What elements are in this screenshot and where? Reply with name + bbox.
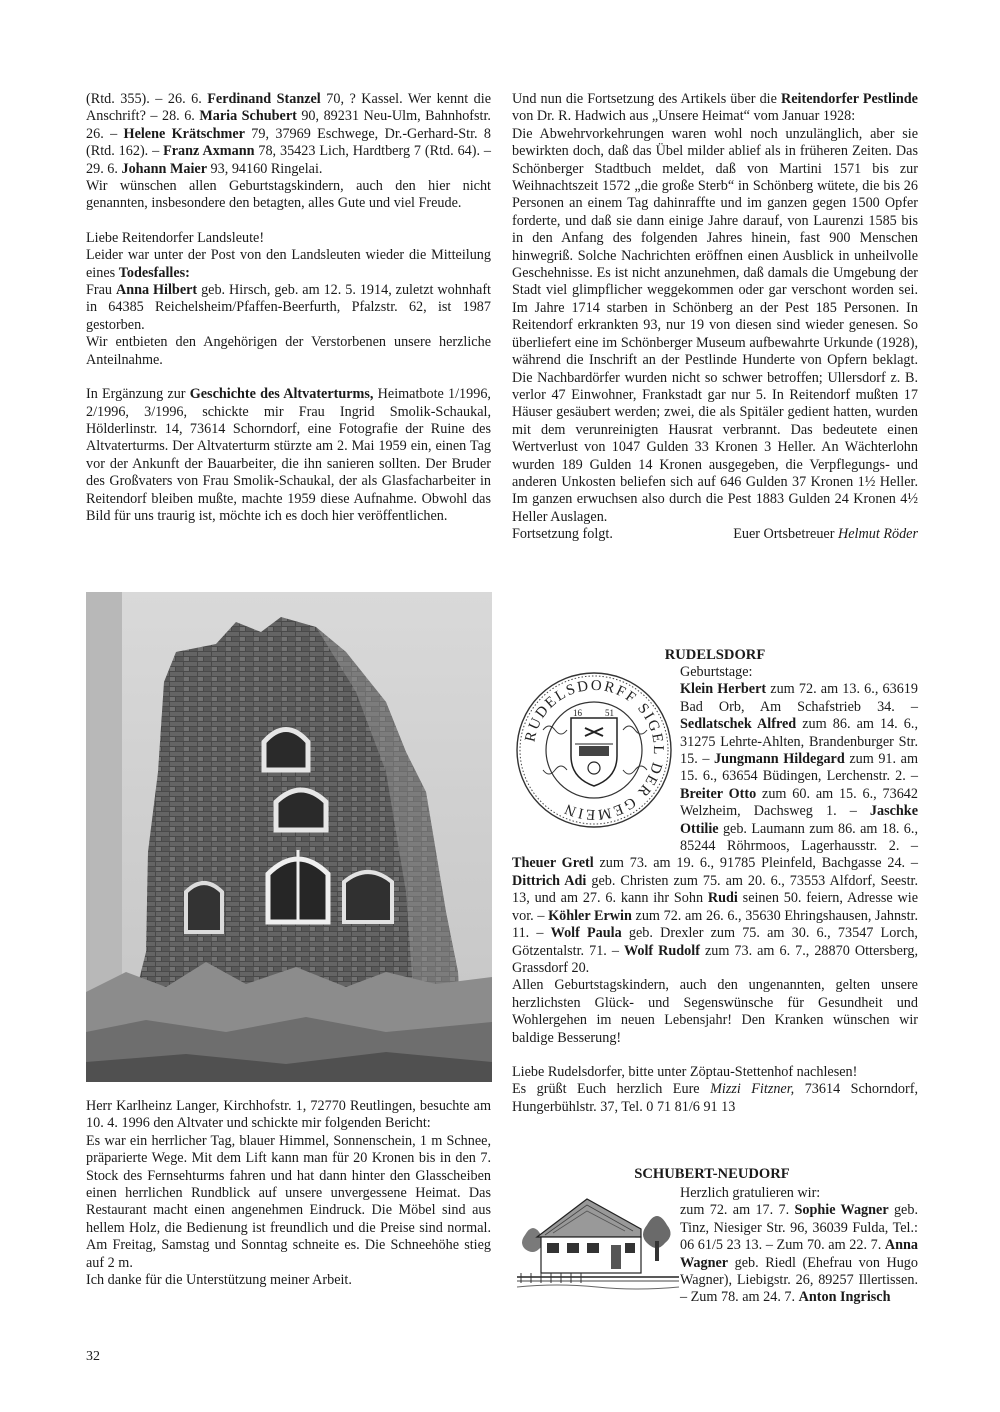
text-run: geb. Laumann zum 86. am 18. 6., 85244 Röhrmoos, Lagerhausstr. 2. –: [680, 820, 918, 855]
bold-name: Rudi: [707, 890, 738, 907]
text-run: zum 60. am 15. 6., 73642 Welzheim, Dachsweg 1. –: [680, 785, 918, 820]
house-float-space: [512, 1202, 680, 1292]
signature-line: [512, 526, 918, 543]
seal-float-space: [512, 681, 680, 841]
text-run: zum 72. am 26. 6., 35630 Ehringshausen, Jahnstr. 11. –: [512, 907, 918, 942]
text-run: Wir wünschen allen Geburtstagskindern, auch den hier nicht genannten, insbesondere den betagten, alles Gute und viel Freude.: [86, 178, 491, 212]
svg-text:51: 51: [605, 708, 614, 718]
birthday-wishes: [86, 178, 491, 213]
bold-name: Anna Wagner: [680, 1237, 918, 1271]
death-notice: [86, 282, 491, 334]
text-run: Allen Geburtstagskindern, auch den ungenannten, gelten unsere herzlichsten Glück- und Segenswünsche für Gesundheit und Wohlergehen im neuen Lebensjahr! Den Kranken wünschen wir baldige Besserung!: [512, 977, 918, 1046]
birthday-list-continued: [86, 91, 491, 178]
bold-name: Wolf Rudolf: [623, 942, 700, 959]
text-run: Die Abwehrvorkehrungen waren wohl noch unzulänglich, aber sie bewirkten doch, daß das Übel milder ablief als in früheren Zeiten. Das Schönberger Stadtbuch meldet, daß von Martini 1571 bis zur Weihnachtszeit 1572 „die große Sterb“ in Schönberg wütete, die bis 26 Personen an einem Tag dahinraffte und im ganzen gegen 1500 Opfer forderte, und daß sie dann einige Jahre darauf, von Laurenzi 1585 bis in den Anfang des folgenden Jahres hinein, fast 900 Menschen hinwegriß. Solche Nachrichten eröffnen einen Ausblick in unheilvolle Geschehnisse. Es ist nicht anzunehmen, daß damals die Umgebung der Stadt viel glimpflicher weggekommen oder gar verschont worden sei. Im Jahre 1714 starben in Schönberg an der Pest 185 Personen. In Reitendorf erkrankten 93, nur 19 von diesen sind wieder genesen. So überliefert eine im Schönberger Museum aufbewahrte Urkunde (1928), während die Inschrift an der Pestlinde Hunderte von Opfern beklagt. Die Nachbardörfer wurden nicht so schwer betroffen; Ullersdorf z. B. verlor 47 Einwohner, Frankstadt gar nur 5. In Reitendorf mußten 17 Häuser gesäubert werden; zwei, die als Spitäler gedient hatten, wurden mit dem verunreinigten Hausrat verbrannt. Das bedeutete einen Wertverlust von 1047 Gulden 33 Kronen 3 Heller. An Wächterlohn wurden 189 Gulden 14 Kronen ausgegeben, die Verpflegungs- und anderen Unkosten beliefen sich auf 646 Gulden 37 Kronen 1½ Heller. Im ganzen erwuchsen also durch die Pest 1883 Gulden 24 Kronen 4½ Heller Auslagen.: [512, 125, 918, 525]
continuation-note: Fortsetzung folgt.: [512, 526, 613, 543]
schubert-neudorf-heading: SCHUBERT-NEUDORF: [634, 1166, 790, 1182]
bold-name: Klein Herbert: [680, 681, 767, 698]
bold-name: Breiter Otto: [680, 785, 757, 802]
text-run: Ich danke für die Unterstützung meiner Arbeit.: [86, 1272, 352, 1289]
text-run: 73614 Schorndorf, Hungerbühlstr. 37, Tel. 0 71 81/6 91 13: [512, 1081, 918, 1115]
text-run: Frau: [86, 282, 116, 299]
text-run: von Dr. R. Hadwich aus „Unsere Heimat“ vom Januar 1928:: [512, 108, 856, 125]
pestlinde-body: [512, 126, 918, 526]
altvaterturm-ruin-photo: [86, 592, 492, 1082]
italic-text: Mizzi Fitzner,: [710, 1081, 795, 1098]
text-run: geb. Drexler zum 75. am 30. 6., 73547 Lorch, Götzentalstr. 71. –: [512, 925, 918, 959]
text-run: Liebe Reitendorfer Landsleute!: [86, 229, 265, 246]
page-number: 32: [86, 1349, 100, 1364]
text-run: 78, 35423 Lich, Hardtberg 7 (Rtd. 64). – 29. 6.: [86, 143, 492, 177]
bold-name: Theuer Gretl: [512, 855, 594, 872]
text-run: Liebe Rudelsdorfer, bitte unter Zöptau-Stettenhof nachlesen!: [512, 1063, 858, 1080]
altvaterturm-article: [86, 386, 491, 525]
text-run: Es grüßt Euch herzlich Eure: [512, 1081, 711, 1098]
schubert-intro: Herzlich gratulieren wir:: [680, 1185, 821, 1201]
bold-name: Sedlatschek Alfred: [680, 716, 797, 733]
text-run: 70, ? Kassel. Wer kennt die Anschrift? – 28. 6.: [86, 91, 492, 125]
bold-name: Dittrich Adi: [512, 872, 587, 889]
bold-name: Maria Schubert: [199, 108, 297, 125]
bold-name: Helene Krätschmer: [123, 125, 245, 142]
text-run: 79, 37969 Eschwege, Dr.-Gerhard-Str. 8 (Rtd. 162). –: [86, 125, 492, 160]
signature: Euer Ortsbetreuer Helmut Röder: [733, 526, 918, 543]
text-run: Es war ein herrlicher Tag, blauer Himmel, Sonnenschein, 1 m Schnee, präparierte Wege. Mit dem Lift kann man für 20 Kronen bis in den 7. Stock des Fernsehturms fahren und hat dann hinter den Glasscheiben einen herrlichen Rundblick auf unsere unvergessene Heimat. Das Restaurant macht einen angenehmen Eindruck. Die Möbel sind aus hellem Holz, die Bedienung ist freundlich und die Preise sind normal. Am Freitag, Samstag und Sonntag schneite es. Die Schneehöhe stieg auf 2 m.: [86, 1132, 491, 1271]
pestlinde-intro: [512, 91, 918, 126]
text-run: In Ergänzung zur: [86, 386, 190, 403]
text-run: Heimatbote 1/1996, 2/1996, 3/1996, schickte mir Frau Ingrid Smolik-Schaukal, Hölderlinstr. 14, 73614 Schorndorf, eine Fotografie der Ruine des Altvaterturms. Der Altvaterturm stürzte am 2. Mai 1959 ein, einen Tag vor der Ankunft der Bauarbeiter, die ihn sanieren sollten. Der Bruder des Großvaters von Frau Smolik-Schaukal, der als Glasfacharbeiter in Reitendorf bleiben mußte, machte 1959 diese Aufnahme. Obwohl das Bild für uns traurig ist, möchte ich es doch hier veröffentlichen.: [86, 386, 491, 524]
rudelsdorf-subheading: Geburtstage:: [680, 664, 753, 680]
text-run: geb. Tinz, Niesiger Str. 96, 36039 Fulda, Tel.: 06 61/5 23 13. – Zum 70. am 22. 7.: [680, 1202, 918, 1254]
rudelsdorf-note: [512, 1064, 918, 1081]
text-run: (Rtd. 355). – 26. 6.: [86, 91, 208, 107]
rudelsdorf-section: [512, 664, 918, 1116]
bold-name: Anna Hilbert: [115, 282, 198, 299]
bold-name: Jaschke Ottilie: [680, 803, 918, 837]
bold-name: Ferdinand Stanzel: [207, 91, 321, 107]
langer-report-intro: [86, 1098, 491, 1133]
bold-name: Sophie Wagner: [794, 1202, 889, 1219]
svg-text:16: 16: [573, 708, 582, 718]
rudelsdorf-wishes: [512, 977, 918, 1047]
rudelsdorf-heading: RUDELSDORF: [664, 647, 766, 663]
death-notice-intro: [86, 247, 491, 282]
text-run: Leider war unter der Post von den Landsleuten wieder die Mitteilung eines: [86, 247, 491, 281]
text-run: zum 86. am 14. 6., 31275 Lehrte-Ahlten, Brandenburger Str. 15. –: [680, 716, 918, 768]
text-run: zum 73. am 19. 6., 91785 Pleinfeld, Bachgasse 24. –: [593, 855, 918, 872]
text-run: Und nun die Fortsetzung des Artikels über die: [512, 91, 781, 107]
text-run: Wir entbieten den Angehörigen der Verstorbenen unsere herzliche Anteilnahme.: [86, 334, 491, 368]
text-run: 90, 89231 Neu-Ulm, Bahnhofstr. 26. –: [86, 108, 491, 142]
rudelsdorf-greeting: [512, 1081, 918, 1116]
text-run: zum 72. am 17. 7.: [680, 1202, 795, 1219]
schubert-neudorf-section: [512, 1185, 918, 1307]
bold-name: Wolf Paula: [550, 925, 622, 942]
text-run: zum 72. am 13. 6., 63619 Bad Orb, Am Schafstrieb 34. –: [680, 681, 918, 715]
bold-name: Anton Ingrisch: [798, 1289, 891, 1306]
left-column-bottom: [86, 1098, 491, 1289]
rudelsdorf-birthdays: [512, 681, 918, 977]
text-run: zum 73. am 6. 7., 28870 Ottersberg, Grassdorf 20.: [512, 942, 918, 976]
salutation: [86, 230, 491, 247]
text-run: 93, 94160 Ringelai.: [207, 160, 323, 177]
text-run: zum 91. am 15. 6., 63654 Büdingen, Lerchenstr. 2. –: [680, 751, 918, 785]
left-column-top: [86, 91, 491, 525]
langer-report: [86, 1133, 491, 1272]
bold-name: Jungmann Hildegard: [714, 751, 845, 768]
schubert-birthdays: [512, 1202, 918, 1306]
condolences: [86, 334, 491, 369]
bold-name: Todesfalles:: [118, 264, 190, 281]
bold-name: Franz Axmann: [163, 143, 255, 160]
text-run: seinen 50. feiern, Adresse wie vor. –: [512, 890, 918, 924]
text-run: Herr Karlheinz Langer, Kirchhofstr. 1, 72770 Reutlingen, besuchte am 10. 4. 1996 den Altvater und schickte mir folgenden Bericht:: [86, 1098, 491, 1132]
bold-name: Johann Maier: [121, 160, 207, 177]
bold-name: Geschichte des Altvaterturms,: [189, 386, 374, 403]
svg-text:RUDELSDORFF SIGEL DER GEMEIN: RUDELSDORFF SIGEL DER GEMEIN: [522, 677, 667, 823]
text-run: geb. Riedl (Ehefrau von Hugo Wagner), Liebigstr. 26, 89257 Illertissen. – Zum 78. am 24. 7.: [680, 1254, 918, 1306]
bold-name: Köhler Erwin: [548, 907, 632, 924]
pestlinde-article: [512, 91, 918, 544]
bold-name: Reitendorfer Pestlinde: [781, 91, 918, 107]
thanks-line: [86, 1272, 491, 1289]
text-run: geb. Hirsch, geb. am 12. 5. 1914, zuletzt wohnhaft in 64385 Reichelsheim/Pfaffen-Beerfurth, Pfalzstr. 62, ist 1987 gestorben.: [86, 282, 491, 333]
text-run: geb. Christen zum 75. am 20. 6., 73553 Alfdorf, Seestr. 13, und am 27. 6. kann ihr Sohn: [512, 872, 918, 907]
